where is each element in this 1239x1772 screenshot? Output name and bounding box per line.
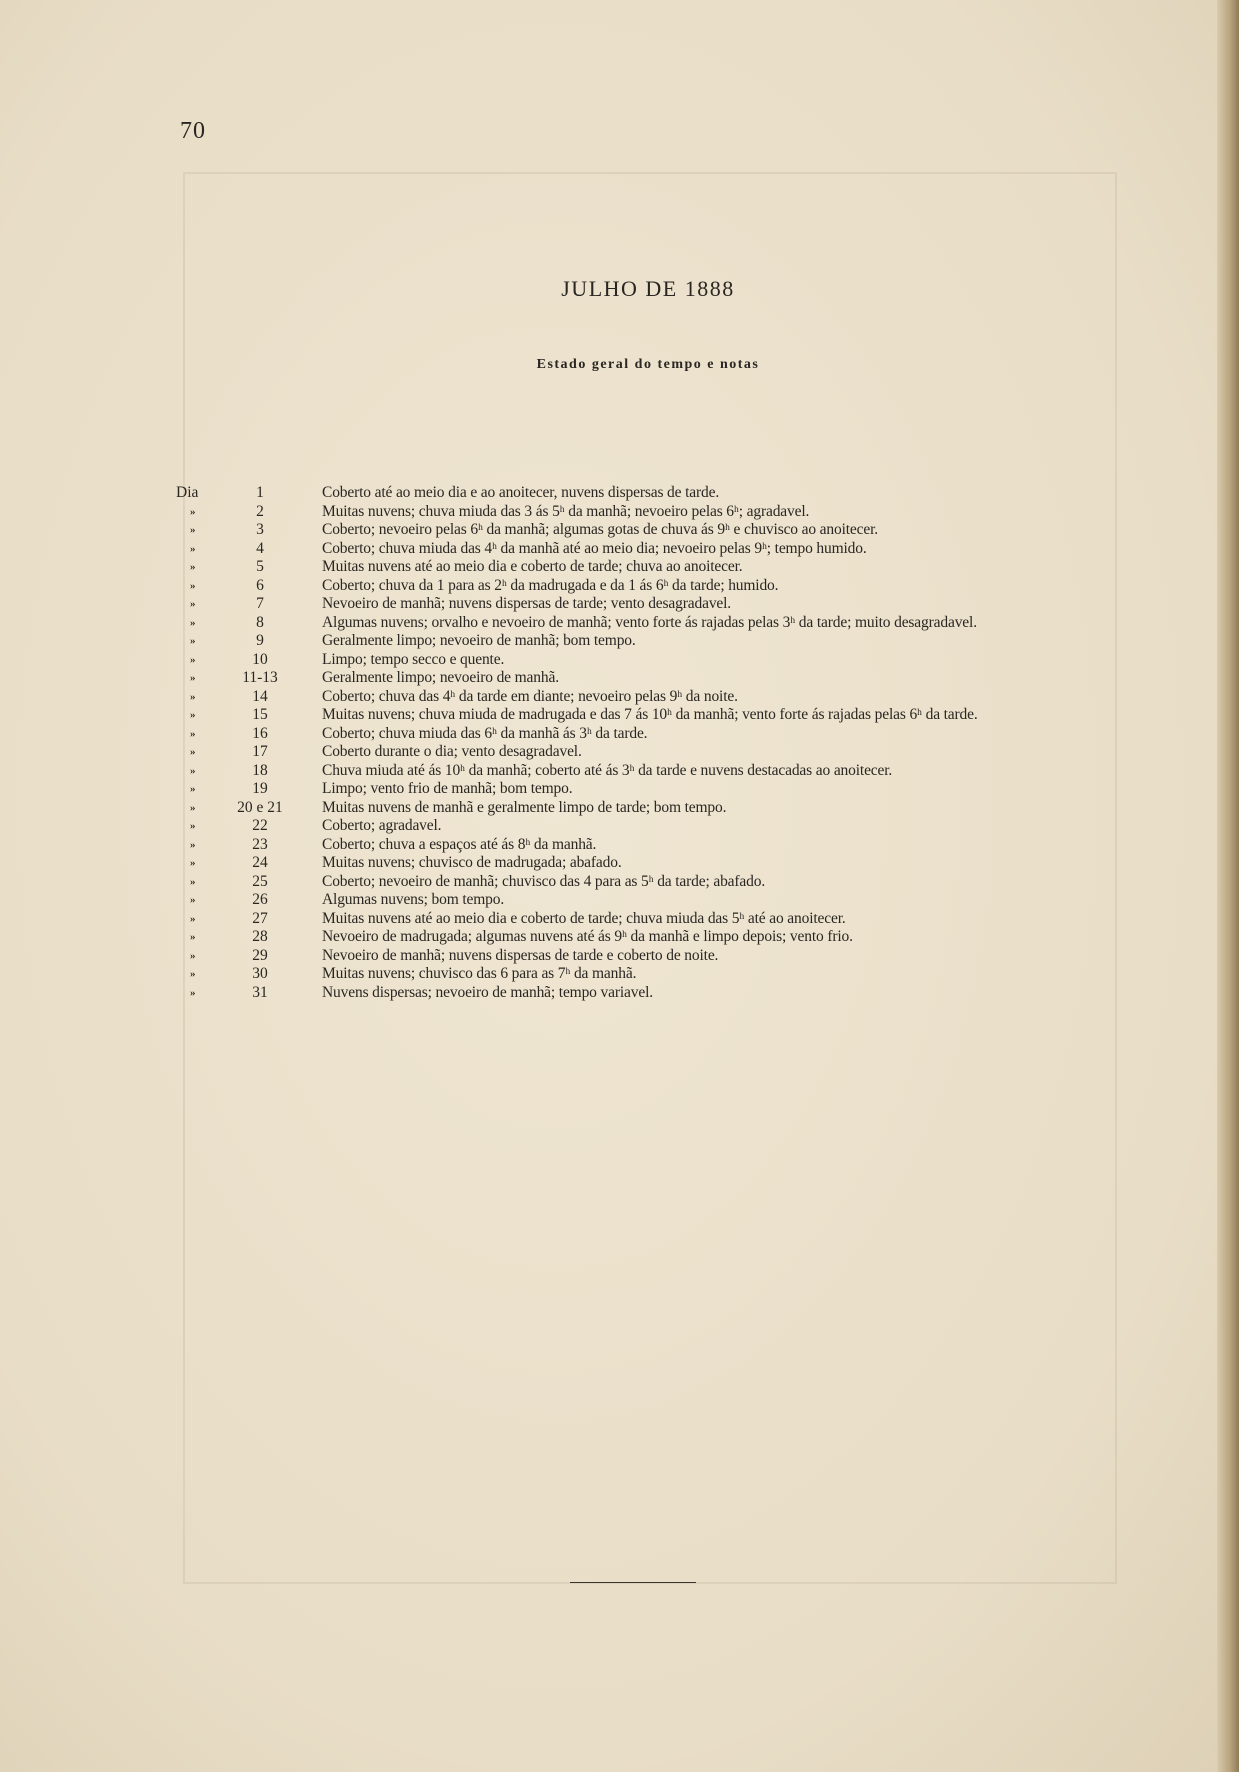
ditto-mark: » xyxy=(190,949,196,962)
day-number: 5 xyxy=(256,558,264,575)
day-number: 3 xyxy=(256,521,264,538)
ditto-mark: » xyxy=(190,838,196,851)
weather-note: Limpo; vento frio de manhã; bom tempo. xyxy=(322,780,573,797)
day-number: 1 xyxy=(256,484,264,501)
weather-note: Limpo; tempo secco e quente. xyxy=(322,650,505,668)
ditto-mark: » xyxy=(190,561,196,573)
entry-row xyxy=(176,965,1176,984)
day-number: 9 xyxy=(256,632,264,649)
weather-note: Coberto; nevoeiro pelas 6ʰ da manhã; algumas gotas de chuva ás 9ʰ e chuvisco ao anoitecer. xyxy=(322,521,878,538)
ditto-mark: » xyxy=(190,764,196,777)
day-number: 15 xyxy=(252,706,268,723)
entry-row xyxy=(176,799,1176,818)
day-number: 17 xyxy=(252,743,268,760)
entry-row xyxy=(176,947,1176,966)
weather-note: Coberto; chuva das 4ʰ da tarde em diante; nevoeiro pelas 9ʰ da noite. xyxy=(322,687,738,705)
entry-row xyxy=(176,836,1176,855)
weather-note: Coberto; chuva da 1 para as 2ʰ da madrugada e da 1 ás 6ʰ da tarde; humido. xyxy=(322,576,779,594)
ditto-mark: » xyxy=(190,820,196,832)
ditto-mark: » xyxy=(190,635,196,647)
day-number: 6 xyxy=(256,576,264,594)
weather-note: Algumas nuvens; bom tempo. xyxy=(322,891,505,908)
ditto-mark: » xyxy=(190,542,196,555)
day-number: 18 xyxy=(252,761,268,779)
entry-row xyxy=(176,762,1176,781)
day-number: 2 xyxy=(256,502,264,520)
ditto-mark: » xyxy=(190,616,196,629)
book-spine-edge xyxy=(1217,0,1239,1772)
weather-note: Coberto; chuva miuda das 6ʰ da manhã ás 3ʰ da tarde. xyxy=(322,724,648,742)
entry-row xyxy=(176,503,1176,522)
entry-row xyxy=(176,780,1176,799)
entry-row xyxy=(176,854,1176,873)
page-number: 70 xyxy=(180,118,206,144)
weather-note: Algumas nuvens; orvalho e nevoeiro de manhã; vento forte ás rajadas pelas 3ʰ da tarde; muito desagradavel. xyxy=(322,613,977,631)
entry-row xyxy=(176,873,1176,892)
weather-note: Coberto; chuva a espaços até ás 8ʰ da manhã. xyxy=(322,835,597,853)
weather-note: Nevoeiro de manhã; nuvens dispersas de tarde; vento desagradavel. xyxy=(322,595,732,612)
ditto-mark: » xyxy=(190,746,196,758)
weather-note: Coberto; agradavel. xyxy=(322,817,442,834)
entry-row xyxy=(176,910,1176,929)
ditto-mark: » xyxy=(190,894,196,906)
ditto-mark: » xyxy=(190,672,196,684)
day-number: 27 xyxy=(252,909,268,927)
day-number: 22 xyxy=(252,817,268,834)
ditto-mark: » xyxy=(190,801,196,814)
day-label: Dia xyxy=(176,484,199,501)
day-number: 16 xyxy=(252,724,268,742)
weather-note: Coberto até ao meio dia e ao anoitecer, nuvens dispersas de tarde. xyxy=(322,484,720,501)
ditto-mark: » xyxy=(190,857,196,869)
ditto-mark: » xyxy=(190,505,196,518)
entry-row xyxy=(176,706,1176,725)
weather-note: Muitas nuvens até ao meio dia e coberto de tarde; chuva ao anoitecer. xyxy=(322,558,743,575)
day-number: 24 xyxy=(252,854,268,871)
weather-note: Muitas nuvens; chuva miuda das 3 ás 5ʰ da manhã; nevoeiro pelas 6ʰ; agradavel. xyxy=(322,502,810,520)
ditto-mark: » xyxy=(190,783,196,795)
ditto-mark: » xyxy=(190,709,196,721)
day-number: 11-13 xyxy=(242,669,278,686)
ditto-mark: » xyxy=(190,968,196,980)
entry-row xyxy=(176,688,1176,707)
entry-row xyxy=(176,558,1176,577)
weather-note: Muitas nuvens; chuvisco das 6 para as 7ʰ da manhã. xyxy=(322,965,637,982)
page-title: JULHO DE 1888 xyxy=(561,276,735,301)
entry-row xyxy=(176,540,1176,559)
entry-row xyxy=(176,595,1176,614)
weather-note: Muitas nuvens de manhã e geralmente limpo de tarde; bom tempo. xyxy=(322,798,727,816)
ditto-mark: » xyxy=(190,875,196,888)
entry-row xyxy=(176,928,1176,947)
day-number: 25 xyxy=(252,872,268,890)
day-number: 8 xyxy=(256,613,264,631)
section-subtitle: Estado geral do tempo e notas xyxy=(536,357,760,372)
ditto-mark: » xyxy=(190,653,196,666)
entry-row xyxy=(176,614,1176,633)
entry-row xyxy=(176,484,1176,503)
day-number: 29 xyxy=(252,946,268,964)
ditto-mark: » xyxy=(190,727,196,740)
day-number: 26 xyxy=(252,891,268,908)
entry-row xyxy=(176,521,1176,540)
entry-row xyxy=(176,817,1176,836)
weather-note: Chuva miuda até ás 10ʰ da manhã; coberto até ás 3ʰ da tarde e nuvens destacadas ao anoitecer. xyxy=(322,761,893,779)
entry-row xyxy=(176,669,1176,688)
day-number: 4 xyxy=(256,539,264,557)
entry-row xyxy=(176,632,1176,651)
day-number: 23 xyxy=(252,835,268,853)
weather-note: Nevoeiro de manhã; nuvens dispersas de tarde e coberto de noite. xyxy=(322,946,719,964)
day-number: 20 e 21 xyxy=(237,798,283,816)
weather-notes-list xyxy=(176,484,1176,1002)
day-number: 10 xyxy=(252,650,268,668)
weather-note: Geralmente limpo; nevoeiro de manhã. xyxy=(322,669,559,686)
weather-note: Geralmente limpo; nevoeiro de manhã; bom tempo. xyxy=(322,632,636,649)
weather-note: Nevoeiro de madrugada; algumas nuvens até ás 9ʰ da manhã e limpo depois; vento frio. xyxy=(322,928,853,945)
entry-row xyxy=(176,891,1176,910)
entry-row xyxy=(176,651,1176,670)
entry-row xyxy=(176,743,1176,762)
day-number: 31 xyxy=(252,983,268,1001)
day-number: 7 xyxy=(256,595,264,612)
weather-note: Muitas nuvens; chuvisco de madrugada; abafado. xyxy=(322,854,622,871)
weather-note: Muitas nuvens; chuva miuda de madrugada e das 7 ás 10ʰ da manhã; vento forte ás rajadas pelas 6ʰ da tarde. xyxy=(322,706,978,723)
ditto-mark: » xyxy=(190,912,196,925)
ditto-mark: » xyxy=(190,598,196,610)
entry-row xyxy=(176,577,1176,596)
ditto-mark: » xyxy=(190,579,196,592)
ditto-mark: » xyxy=(190,931,196,943)
day-number: 19 xyxy=(252,780,268,797)
weather-note: Muitas nuvens até ao meio dia e coberto de tarde; chuva miuda das 5ʰ até ao anoitecer. xyxy=(322,909,846,927)
closing-rule xyxy=(570,1582,696,1583)
ditto-mark: » xyxy=(190,524,196,536)
weather-note: Coberto; nevoeiro de manhã; chuvisco das 4 para as 5ʰ da tarde; abafado. xyxy=(322,872,766,890)
weather-note: Coberto durante o dia; vento desagradavel. xyxy=(322,743,582,760)
day-number: 28 xyxy=(252,928,268,945)
day-number: 30 xyxy=(252,965,268,982)
entry-row xyxy=(176,725,1176,744)
ditto-mark: » xyxy=(190,986,196,999)
ditto-mark: » xyxy=(190,690,196,703)
weather-note: Coberto; chuva miuda das 4ʰ da manhã até ao meio dia; nevoeiro pelas 9ʰ; tempo humido. xyxy=(322,539,867,557)
entry-row xyxy=(176,984,1176,1003)
weather-note: Nuvens dispersas; nevoeiro de manhã; tempo variavel. xyxy=(322,983,653,1001)
day-number: 14 xyxy=(252,687,268,705)
